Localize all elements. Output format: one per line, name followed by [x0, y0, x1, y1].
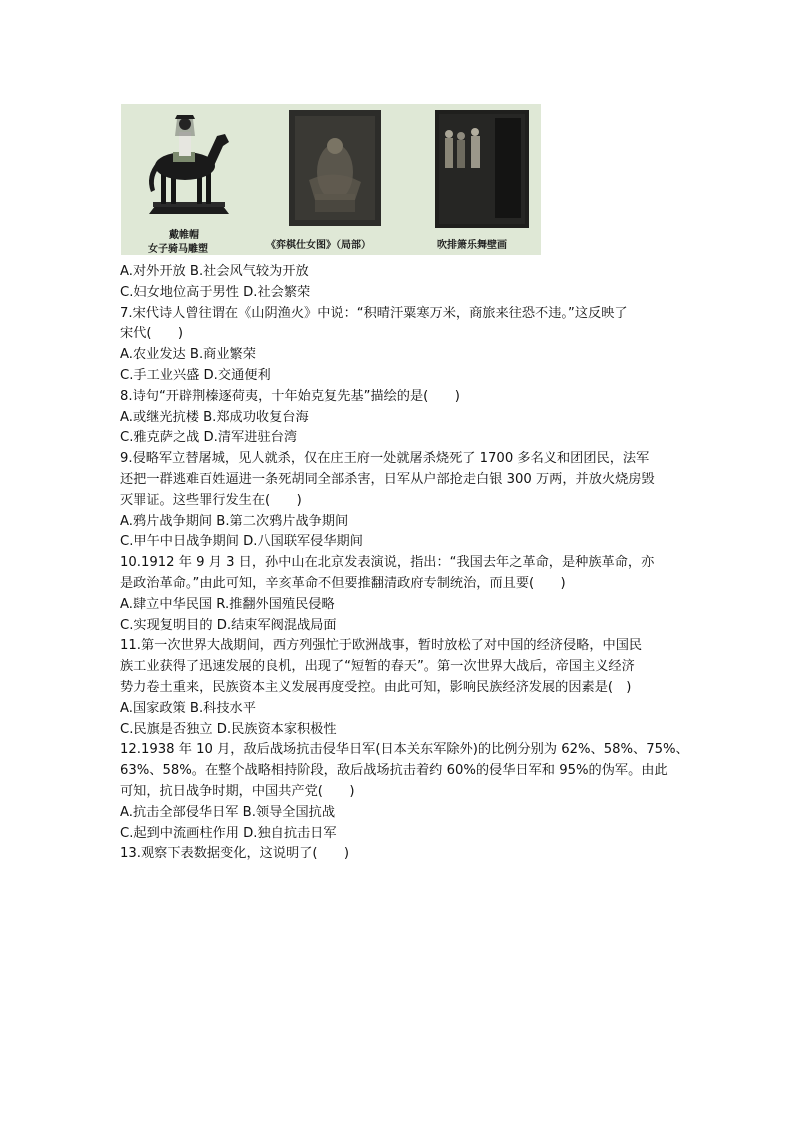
question-10-stem-line-1: 10.1912 年 9 月 3 日，孙中山在北京发表演说，指出：“我国去年之革命，是种族革命，亦: [120, 555, 655, 571]
question-9: [120, 449, 690, 553]
question-8-option-line-1: A.或继光抗楼 B.郑成功收复台海: [120, 409, 309, 425]
question-8-option-line-2: C.雅克萨之战 D.清军进驻台湾: [120, 430, 297, 446]
question-7-stem-line-1: 7.宋代诗人曾往谓在《山阴渔火》中说：“积晴汗粟寒万米，商旅来往恐不违。”这反映了: [120, 305, 628, 321]
panpipe-dance-mural-image: [435, 110, 529, 228]
question-8: [120, 387, 690, 449]
question-7: [120, 304, 690, 387]
question-13: [120, 844, 690, 865]
question-10-option-line-2: C.实现复明目的 D.结束军阀混战局面: [120, 617, 337, 633]
question-6-options: [120, 262, 690, 304]
question-8-stem-line-1: 8.诗句“开辟荆榛逐荷夷，十年始克复先基”描绘的是( ): [120, 388, 460, 404]
question-11-stem-line-2: 族工业获得了迅速发展的良机，出现了“短暂的春天”。第一次世界大战后，帝国主义经济: [120, 659, 635, 675]
question-7-stem-line-2: 宋代( ): [120, 326, 184, 342]
painting-caption: 《弈棋仕女图》（局部）: [266, 240, 371, 251]
chess-playing-ladies-painting-image: [289, 110, 381, 226]
question-10-stem-line-2: 是政治革命。”由此可知，辛亥革命不但要推翻清政府专制统治，而且要( ): [120, 575, 566, 591]
question-6-option-line-2: C.妇女地位高于男性 D.社会繁荣: [120, 284, 311, 300]
statue-caption-line2: 女子骑马雕塑: [148, 244, 208, 255]
question-13-stem-line-1: 13.观察下表数据变化，这说明了( ): [120, 846, 350, 862]
question-12-stem-line-2: 63%、58%。在整个战略相持阶段，敌后战场抗击着约 60%的侵华日军和 95%的伪军。由此: [120, 763, 668, 779]
question-list: [120, 262, 690, 865]
question-12-stem-line-3: 可知，抗日战争时期，中国共产党( ): [120, 783, 355, 799]
statue-caption-line1: 戴帷帽: [169, 230, 199, 241]
question-9-option-line-2: C.甲午中日战争期间 D.八国联军侵华期间: [120, 534, 363, 550]
question-9-stem-line-3: 灭罪证。这些罪行发生在( ): [120, 492, 302, 508]
illustration-strip: [121, 104, 541, 255]
mural-caption: 吹排箫乐舞壁画: [437, 240, 507, 251]
question-10-option-line-1: A.肆立中华民国 R.推翻外国殖民侵略: [120, 596, 335, 612]
question-11-option-line-1: A.国家政策 B.科技水平: [120, 700, 256, 716]
question-6-option-line-1: A.对外开放 B.社会风气较为开放: [120, 264, 309, 279]
question-11-option-line-2: C.民旗是否独立 D.民族资本家积极性: [120, 721, 337, 737]
question-9-stem-line-1: 9.侵略军立替屠城，见人就杀，仅在庄王府一处就屠杀烧死了 1700 多名义和团团民，法军: [120, 451, 650, 467]
question-11-stem-line-3: 势力卷土重来，民族资本主义发展再度受控。由此可知，影响民族经济发展的因素是( ): [120, 679, 632, 695]
question-12-option-line-2: C.起到中流画柱作用 D.独自抗击日军: [120, 825, 337, 841]
question-12: [120, 740, 690, 844]
question-11: [120, 636, 690, 740]
question-12-stem-line-1: 12.1938 年 10 月，敌后战场抗击侵华日军(日本关东军除外)的比例分别为 62%、58%、75%、: [120, 742, 689, 758]
question-7-option-line-2: C.手工业兴盛 D.交通便利: [120, 367, 271, 383]
question-9-stem-line-2: 还把一群逃难百姓逼进一条死胡同全部杀害，日军从户部抢走白银 300 万两，并放火烧房毁: [120, 471, 655, 487]
horse-rider-statue-image: [139, 106, 239, 226]
question-10: [120, 553, 690, 636]
question-7-option-line-1: A.农业发达 B.商业繁荣: [120, 347, 256, 363]
question-11-stem-line-1: 11.第一次世界大战期间，西方列强忙于欧洲战事，暂时放松了对中国的经济侵略，中国民: [120, 638, 643, 654]
question-9-option-line-1: A.鸦片战争期间 B.第二次鸦片战争期间: [120, 513, 349, 529]
question-12-option-line-1: A.抗击全部侵华日军 B.领导全国抗战: [120, 804, 336, 820]
